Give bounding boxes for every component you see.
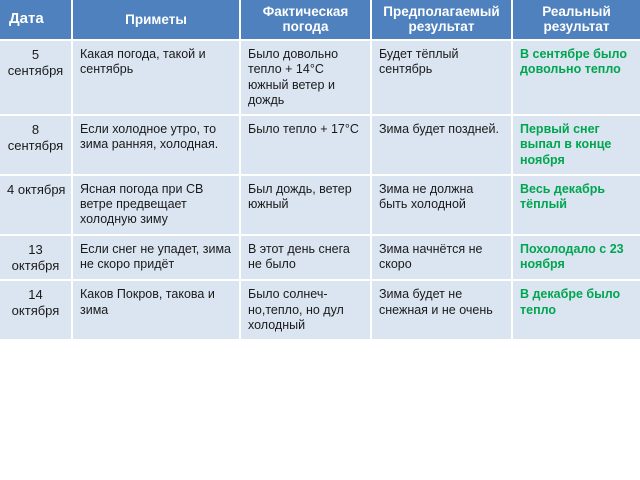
- column-header-real-result: Реальный результат: [512, 0, 640, 40]
- cell-expected-result: Зима будет поздней.: [371, 115, 512, 175]
- cell-expected-result: Будет тёплый сентябрь: [371, 40, 512, 115]
- cell-date: 4 октября: [0, 175, 72, 235]
- cell-date: 14 октября: [0, 280, 72, 340]
- column-header-actual-weather: Фактическая погода: [240, 0, 371, 40]
- table-row: [0, 175, 640, 235]
- cell-real-result: В сентябре было довольно тепло: [512, 40, 640, 115]
- cell-actual-weather: Было тепло + 17°С: [240, 115, 371, 175]
- cell-actual-weather: Было солнеч-но,тепло, но дул холодный: [240, 280, 371, 340]
- cell-real-result: Первый снег выпал в конце ноября: [512, 115, 640, 175]
- cell-expected-result: Зима начнётся не скоро: [371, 235, 512, 281]
- cell-date: 8 сентября: [0, 115, 72, 175]
- column-header-expected-result: Предполагаемый результат: [371, 0, 512, 40]
- cell-actual-weather: В этот день снега не было: [240, 235, 371, 281]
- cell-actual-weather: Было довольно тепло + 14°С южный ветер и дождь: [240, 40, 371, 115]
- table-header: [0, 0, 640, 40]
- table-body: [0, 40, 640, 340]
- cell-omen: Ясная погода при СВ ветре предвещает холодную зиму: [72, 175, 240, 235]
- cell-real-result: Похолодало с 23 ноября: [512, 235, 640, 281]
- cell-omen: Если снег не упадет, зима не скоро придёт: [72, 235, 240, 281]
- table-row: [0, 40, 640, 115]
- cell-omen: Если холодное утро, то зима ранняя, холодная.: [72, 115, 240, 175]
- cell-expected-result: Зима будет не снежная и не очень: [371, 280, 512, 340]
- table-row: [0, 280, 640, 340]
- cell-omen: Каков Покров, такова и зима: [72, 280, 240, 340]
- cell-omen: Какая погода, такой и сентябрь: [72, 40, 240, 115]
- cell-date: 13 октября: [0, 235, 72, 281]
- table-row: [0, 235, 640, 281]
- cell-actual-weather: Был дождь, ветер южный: [240, 175, 371, 235]
- cell-real-result: Весь декабрь тёплый: [512, 175, 640, 235]
- table-header-row: [0, 0, 640, 40]
- cell-expected-result: Зима не должна быть холодной: [371, 175, 512, 235]
- cell-real-result: В декабре было тепло: [512, 280, 640, 340]
- table-row: [0, 115, 640, 175]
- column-header-omens: Приметы: [72, 0, 240, 40]
- cell-date: 5 сентября: [0, 40, 72, 115]
- column-header-date: Дата: [0, 0, 72, 40]
